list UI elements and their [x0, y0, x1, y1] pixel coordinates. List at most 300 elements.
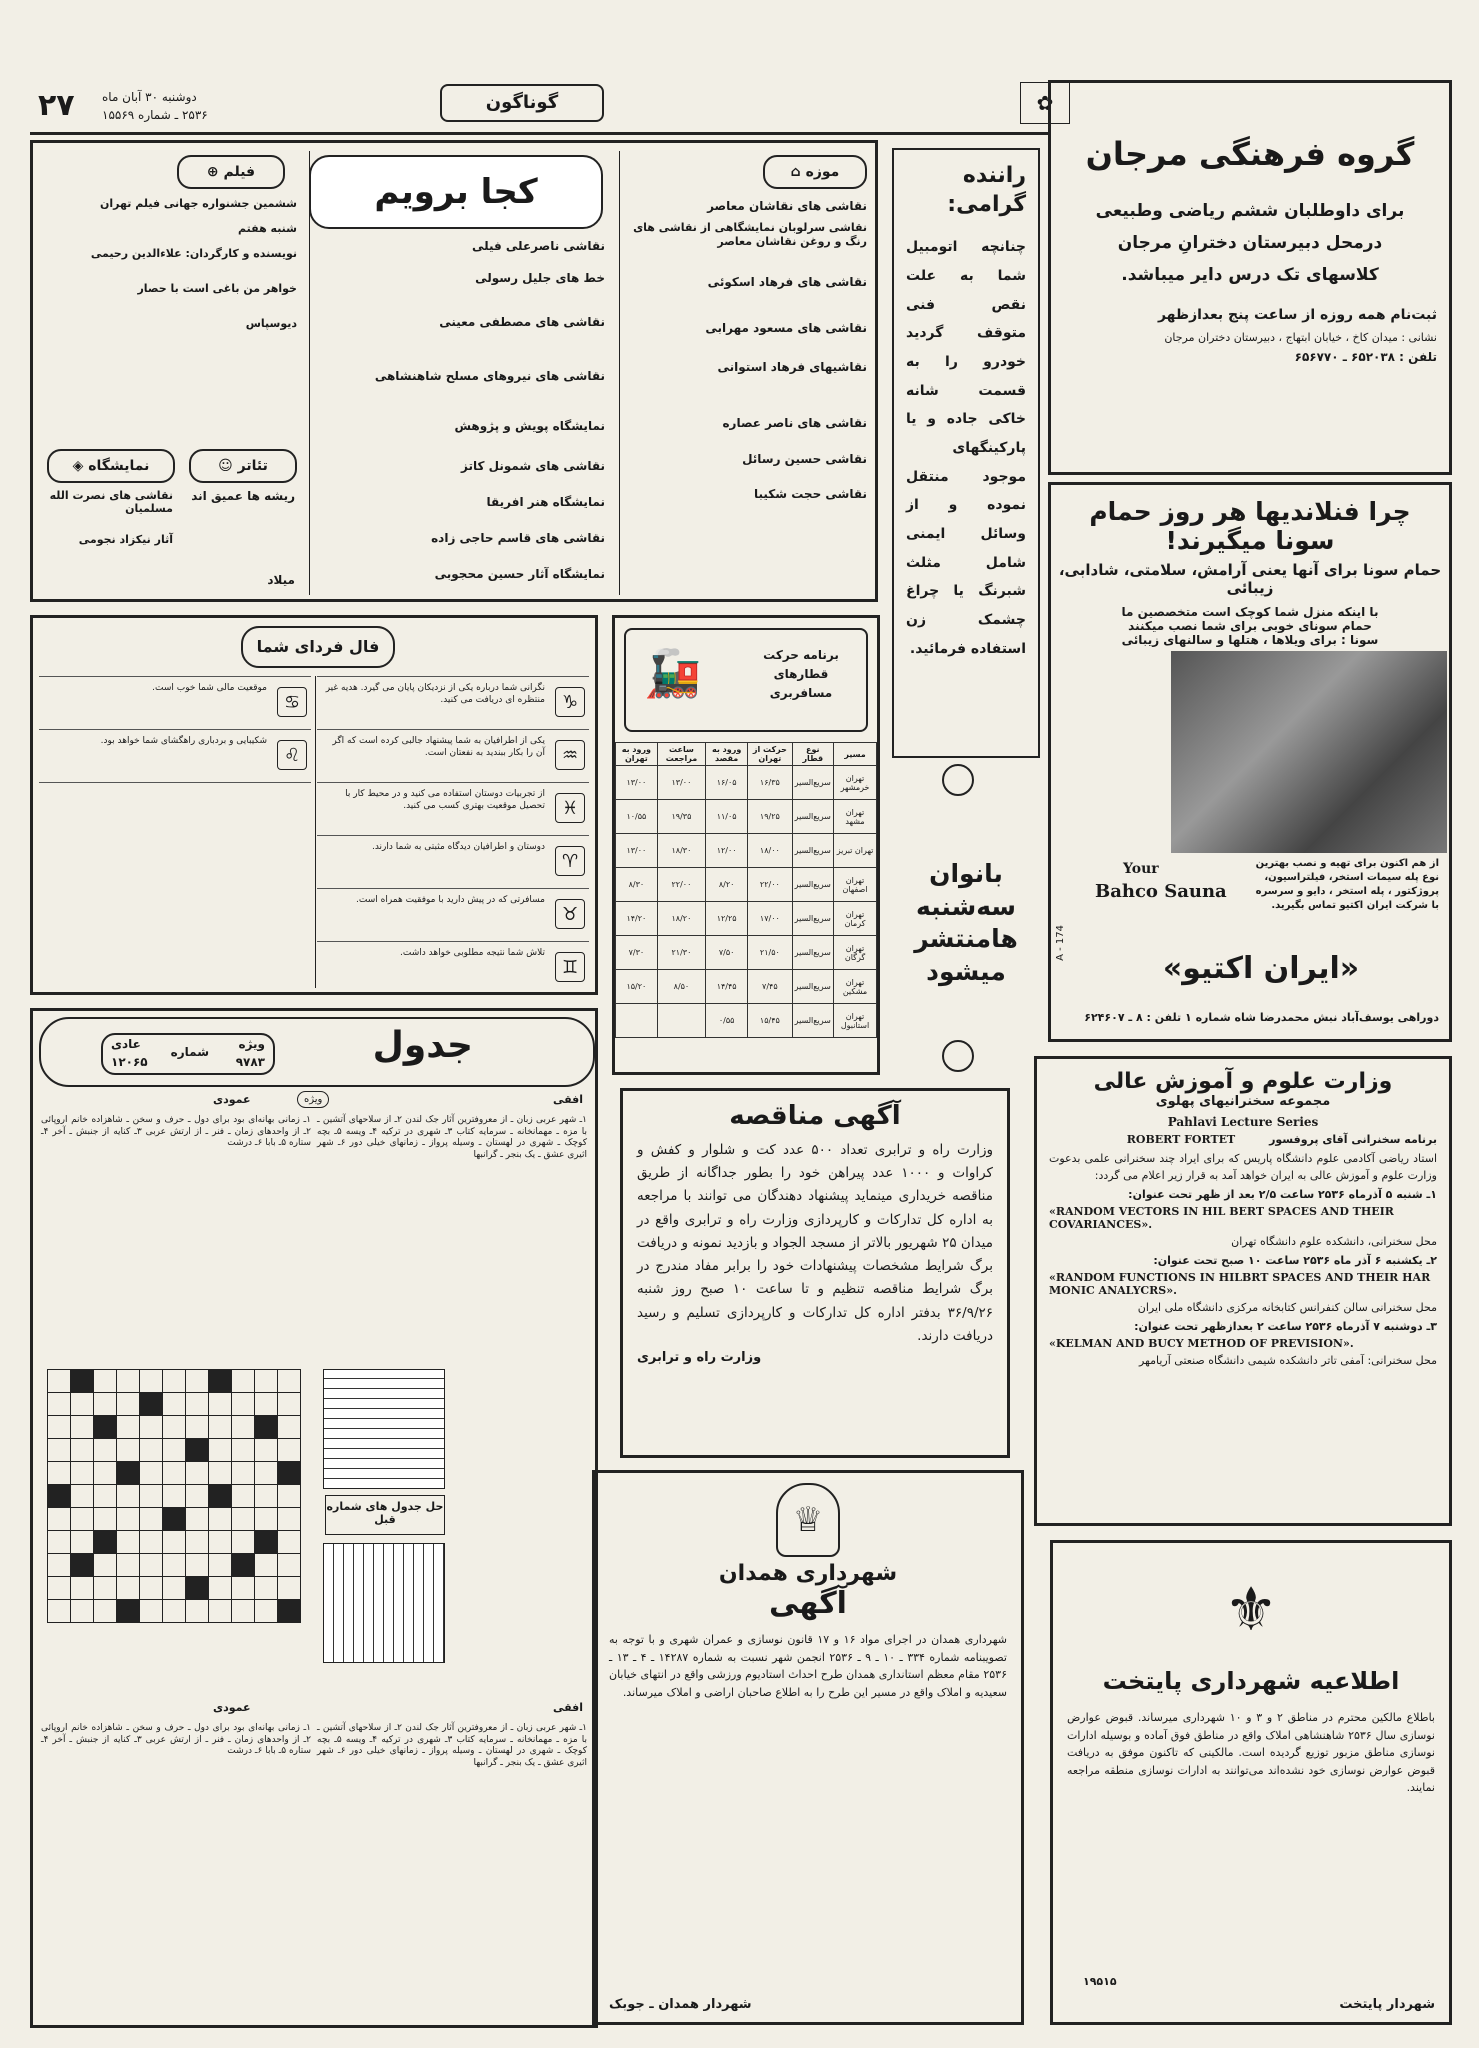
- horoscope-right-col: [317, 676, 589, 995]
- women-notice: بانوان سه‌شنبه هامنتشر میشود: [914, 859, 1018, 986]
- sauna-offer: از هم اکنون برای تهیه و نصب بهترین نوع پله سیمات استخر، فیلتراسیون، پروژکتور ، پله استخر ، دایو و سرسره با شرکت ایران اکتیو تماس بگیرید.: [1255, 858, 1439, 911]
- grid-cell[interactable]: [94, 1600, 117, 1623]
- grid-cell[interactable]: [48, 1462, 71, 1485]
- grid-cell[interactable]: [163, 1485, 186, 1508]
- grid-cell[interactable]: [71, 1600, 94, 1623]
- ministry-l1-en: «RANDOM VECTORS IN HIL BERT SPACES AND THEIR COVARIANCES».: [1049, 1205, 1394, 1232]
- grid-cell[interactable]: [71, 1462, 94, 1485]
- grid-cell[interactable]: [117, 1577, 140, 1600]
- grid-cell[interactable]: [278, 1462, 301, 1485]
- train-cell: سریع‌السیر: [792, 1004, 834, 1038]
- grid-cell[interactable]: [232, 1439, 255, 1462]
- crossword-header: [39, 1017, 595, 1087]
- grid-cell[interactable]: [140, 1370, 163, 1393]
- grid-cell[interactable]: [117, 1508, 140, 1531]
- grid-cell[interactable]: [186, 1370, 209, 1393]
- koja-divider-2: [309, 151, 310, 595]
- grid-cell[interactable]: [232, 1577, 255, 1600]
- grid-cell[interactable]: [186, 1485, 209, 1508]
- grid-cell[interactable]: [71, 1485, 94, 1508]
- col3-item: نقاشی های نصرت الله مسلمیان: [49, 489, 173, 515]
- grid-cell[interactable]: [117, 1416, 140, 1439]
- clues-vertical: ۱ـ زمانی بهانه‌ای بود برای دول ـ حرف و سخن ـ شاهزاده خانم اروپائی ۲ـ از واحدهای زمان ـ فنر ـ از ارتش عربی ۳ـ کنایه از جنبش ـ آخر ۴ـ ستاره ۵ـ بابا ۶ـ درشت: [41, 1115, 311, 1149]
- grid-cell[interactable]: [94, 1462, 117, 1485]
- grid-cell[interactable]: [255, 1600, 278, 1623]
- train-cell: ۱۹/۲۵: [748, 800, 792, 834]
- grid-cell[interactable]: [48, 1485, 71, 1508]
- ministry-program-label: برنامه سخنرانی آقای پروفسور: [1269, 1133, 1437, 1146]
- decor-circle-1: [942, 764, 974, 796]
- grid-cell[interactable]: [232, 1508, 255, 1531]
- grid-cell[interactable]: [255, 1462, 278, 1485]
- grid-cell[interactable]: [163, 1531, 186, 1554]
- grid-cell[interactable]: [209, 1531, 232, 1554]
- grid-cell[interactable]: [140, 1508, 163, 1531]
- header-bar: [30, 82, 1054, 130]
- sauna-headline: چرا فنلاندیها هر روز حمام سونا میگیرند!: [1089, 497, 1411, 555]
- grid-cell[interactable]: [186, 1577, 209, 1600]
- date-line: دوشنبه ۳۰ آبان ماه: [102, 90, 197, 104]
- marjan-address: نشانی : میدان کاخ ، خیابان ابتهاج ، دبیرستان دختران مرجان: [1164, 331, 1437, 344]
- tender-body: وزارت راه و ترابری تعداد ۵۰۰ عدد کت و شلوار و کفش و کراوات و ۱۰۰۰ عدد پیراهن خود را بطور جداگانه از طریق مناقصه خریداری مینماید پیشنهاد دهندگان می توانند با مراجعه به اداره کل تدارکات و کارپردازی وزارت راه و ترابری واقع در میدان ۲۵ شهریور بالاتر از مسجد الجواد و بازدید نمونه و دریافت برگ شرایط مشخصات پیشنهادات خود را برابر مفاد مندرج در برگ شرایط مناقصه تنظیم و تا ساعت ۱۰ صبح روز شنبه ۳۶/۹/۲۶ بدفتر اداره کل تدارکات و کارپردازی تسلیم و رسید دریافت دارند.: [637, 1142, 993, 1344]
- col3-list: [37, 195, 297, 352]
- train-cell: ۱۵/۴۵: [748, 1004, 792, 1038]
- tender-ad: [620, 1088, 1010, 1458]
- train-cell: ۱۱/۰۵: [706, 800, 748, 834]
- sauna-line-3: سونا : برای ویلاها ، هتلها و سالنهای زیبائی: [1121, 633, 1379, 647]
- col-header: ورود به مقصد: [706, 743, 748, 766]
- grid-cell[interactable]: [48, 1508, 71, 1531]
- grid-cell[interactable]: [278, 1554, 301, 1577]
- grid-cell[interactable]: [209, 1393, 232, 1416]
- grid-cell[interactable]: [117, 1554, 140, 1577]
- zodiac-icon: ♈: [555, 846, 585, 876]
- clues-vertical-2: ۱ـ زمانی بهانه‌ای بود برای دول ـ حرف و سخن ـ شاهزاده خانم اروپائی ۲ـ از واحدهای زمان ـ فنر ـ از ارتش عربی ۳ـ کنایه از جنبش ـ آخر ۴ـ ستاره ۵ـ بابا ۶ـ درشت: [41, 1723, 311, 1757]
- theater-label: تئاتر: [237, 458, 268, 474]
- train-table: [615, 742, 877, 1038]
- col1-item: نقاشی های نقاشان معاصر: [707, 199, 867, 213]
- sauna-address: دوراهی یوسف‌آباد نبش محمدرضا شاه شماره ۱ تلفن : ۸ ـ ۶۲۴۶۰۷: [1084, 1011, 1439, 1024]
- train-row: [616, 800, 877, 834]
- theater-badge: [189, 449, 297, 483]
- train-cell: تهران تبریز: [834, 834, 877, 868]
- zodiac-row: [317, 942, 589, 995]
- sauna-ad: [1048, 482, 1452, 1042]
- grid-cell[interactable]: [140, 1439, 163, 1462]
- hamedan-title: شهرداری همدان: [718, 1561, 898, 1586]
- grid-cell[interactable]: [163, 1508, 186, 1531]
- train-cell: ۱۳/۰۰: [616, 834, 658, 868]
- grid-cell[interactable]: [209, 1485, 232, 1508]
- train-cell: ۱۳/۰۰: [616, 766, 658, 800]
- train-schedule: [612, 615, 880, 1075]
- grid-row: [48, 1577, 301, 1600]
- col2-list: [325, 235, 605, 585]
- train-row: [616, 766, 877, 800]
- col-header: مسیر: [834, 743, 877, 766]
- horoscope-left-col: [39, 676, 311, 783]
- col3-item: ششمین جشنواره جهانی فیلم تهران: [100, 197, 297, 210]
- grid-cell[interactable]: [71, 1554, 94, 1577]
- zodiac-row: [39, 730, 311, 783]
- grid-cell[interactable]: [140, 1577, 163, 1600]
- crossword-grid-wrap: [47, 1369, 301, 1623]
- train-cell: سریع‌السیر: [792, 936, 834, 970]
- section-title: گوناگون: [440, 84, 604, 122]
- grid-cell[interactable]: [117, 1600, 140, 1623]
- exhibit-icon: ◈: [72, 458, 84, 474]
- col3-item: ریشه ها عمیق اند: [191, 489, 295, 503]
- sauna-sub: حمام سونا برای آنها یعنی آرامش، سلامتی، شادابی، زیبائی: [1058, 561, 1442, 597]
- clues-horizontal: ۱ـ شهر عربی زبان ـ از معروفترین آثار جک لندن ۲ـ از سلاحهای آتشین ـ با مزه ـ مهمانخانه ـ سرمایه کتاب ۳ـ شهری در ترکیه ۴ـ ویسه ۵ـ بچه کوچک ـ شهری در لهستان ـ وسیله پرواز ـ زمانهای خیلی دور ۶ـ شهر اثیری عشق ـ یک بنجر ـ گرانبها: [317, 1115, 588, 1161]
- driver-body: چنانچه اتومبیل شما به علت نقص فنی متوقف گردید خودرو را به قسمت شانه خاکی جاده و یا پارکینگهای موجود منتقل نموده و از وسائل ایمنی شامل مثلث شبرنگ یا چراغ چشمک زن استفاده فرمائید.: [906, 239, 1026, 657]
- crossword-grid[interactable]: [47, 1369, 301, 1623]
- capital-title: اطلاعیه شهرداری پایتخت: [1102, 1667, 1400, 1695]
- col2-item: نقاشی های قاسم حاجی زاده: [431, 531, 605, 545]
- zodiac-row: [39, 677, 311, 730]
- sauna-company: «ایران اکتیو»: [1162, 951, 1360, 986]
- train-cell: [616, 1004, 658, 1038]
- grid-cell[interactable]: [278, 1577, 301, 1600]
- zodiac-text: نگرانی شما درباره یکی از نزدیکان پایان می گیرد. هدیه غیر منتظره ای دریافت می کنید.: [325, 683, 545, 705]
- grid-row: [48, 1393, 301, 1416]
- grid-cell[interactable]: [186, 1554, 209, 1577]
- grid-cell[interactable]: [48, 1600, 71, 1623]
- col1-item: نقاشیهای فرهاد استوانی: [717, 360, 867, 375]
- train-cell: ۱۷/۰۰: [748, 902, 792, 936]
- hamedan-body: شهرداری همدان در اجرای مواد ۱۶ و ۱۷ قانون نوسازی و عمران شهری و با توجه به تصویبنامه شماره ۳۳۴ ـ ۱۰ ـ ۹ ـ ۲۵۳۶ انجمن شهر نسبت به شماره ۱۴۲۸۷ ـ ۴ ـ ۱۳ ـ ۲۵۳۶ مقام معظم استانداری همدان طرح احداث استادیوم ورزشی واقع در انتهای خیابان سعیدیه و املاک واقع در مسیر این طرح را به اطلاع صاحبان اراضی و املاک میرساند.: [609, 1633, 1008, 1699]
- grid-cell[interactable]: [48, 1554, 71, 1577]
- grid-cell[interactable]: [94, 1439, 117, 1462]
- grid-cell[interactable]: [71, 1416, 94, 1439]
- grid-cell[interactable]: [255, 1370, 278, 1393]
- ministry-l3-place: محل سخنرانی: آمفی تاتر دانشکده شیمی دانشگاه صنعتی آریامهر: [1138, 1354, 1437, 1368]
- train-row: [616, 868, 877, 902]
- grid-cell[interactable]: [140, 1393, 163, 1416]
- grid-cell[interactable]: [186, 1508, 209, 1531]
- crossword-badge: [101, 1033, 275, 1075]
- train-row: [616, 936, 877, 970]
- grid-cell[interactable]: [71, 1531, 94, 1554]
- train-cell: سریع‌السیر: [792, 868, 834, 902]
- grid-cell[interactable]: [117, 1393, 140, 1416]
- koja-beravim-section: [30, 140, 878, 602]
- grid-cell[interactable]: [209, 1416, 232, 1439]
- zodiac-icon: ♌: [277, 740, 307, 770]
- grid-cell[interactable]: [71, 1439, 94, 1462]
- grid-cell[interactable]: [117, 1531, 140, 1554]
- train-cell: سریع‌السیر: [792, 970, 834, 1004]
- ministry-l3: ۳ـ دوشنبه ۷ آذرماه ۲۵۳۶ ساعت ۲ بعدازظهر تحت عنوان:: [1134, 1320, 1437, 1334]
- koja-title-box: [309, 155, 603, 229]
- sauna-line-1: با اینکه منزل شما کوچک است متخصصین ما: [1121, 605, 1379, 619]
- grid-row: [48, 1600, 301, 1623]
- grid-cell[interactable]: [117, 1462, 140, 1485]
- grid-cell[interactable]: [186, 1393, 209, 1416]
- zodiac-text: مسافرتی که در پیش دارید با موفقیت همراه است.: [356, 895, 545, 905]
- grid-cell[interactable]: [209, 1554, 232, 1577]
- horoscope-title-box: [241, 626, 395, 668]
- grid-cell[interactable]: [255, 1577, 278, 1600]
- grid-cell[interactable]: [94, 1554, 117, 1577]
- driver-notice: [892, 148, 1040, 758]
- grid-cell[interactable]: [255, 1554, 278, 1577]
- grid-cell[interactable]: [209, 1462, 232, 1485]
- grid-cell[interactable]: [48, 1531, 71, 1554]
- grid-cell[interactable]: [255, 1531, 278, 1554]
- train-cell: تهران کرمان: [834, 902, 877, 936]
- grid-cell[interactable]: [278, 1393, 301, 1416]
- grid-cell[interactable]: [140, 1554, 163, 1577]
- ministry-l2: ۲ـ یکشنبه ۶ آذر ماه ۲۵۳۶ ساعت ۱۰ صبح تحت عنوان:: [1153, 1254, 1437, 1268]
- koja-title: کجا برویم: [374, 172, 538, 212]
- col1-item: نقاشی های مسعود مهرابی: [705, 320, 867, 335]
- label-special: ویژه: [297, 1091, 329, 1108]
- grid-cell[interactable]: [94, 1508, 117, 1531]
- train-cell: ۲۲/۰۰: [748, 868, 792, 902]
- train-cell: ۷/۵۰: [706, 936, 748, 970]
- grid-cell[interactable]: [232, 1600, 255, 1623]
- train-cell: ۸/۵۰: [657, 970, 705, 1004]
- grid-cell[interactable]: [255, 1416, 278, 1439]
- grid-cell[interactable]: [71, 1508, 94, 1531]
- marjan-ad: [1048, 80, 1452, 475]
- sauna-line-2: حمام سونای خوبی برای شما نصب میکنند: [1128, 619, 1372, 633]
- col2-item: خط های جلیل رسولی: [475, 271, 605, 285]
- grid-cell[interactable]: [71, 1370, 94, 1393]
- page-number: ۲۷: [38, 88, 75, 123]
- col1-item: نقاشی سرلوبان نمایشگاهی از نقاشی های رنگ و روغن نقاشان معاصر: [633, 220, 867, 248]
- grid-cell[interactable]: [163, 1554, 186, 1577]
- grid-cell[interactable]: [140, 1462, 163, 1485]
- zodiac-row: [317, 783, 589, 836]
- ministry-l1: ۱ـ شنبه ۵ آذرماه ۲۵۳۶ ساعت ۲/۵ بعد از ظهر تحت عنوان:: [1128, 1188, 1437, 1202]
- marjan-line-3: کلاسهای تک درس دایر میباشد.: [1121, 265, 1379, 285]
- train-banner: [624, 628, 868, 732]
- grid-cell[interactable]: [209, 1577, 232, 1600]
- marjan-title: گروه فرهنگی مرجان: [1085, 135, 1415, 173]
- grid-cell[interactable]: [163, 1370, 186, 1393]
- grid-cell[interactable]: [209, 1439, 232, 1462]
- label-horizontal-1: افقی: [552, 1093, 583, 1106]
- solution-label: حل جدول های شماره قبل: [325, 1495, 445, 1535]
- zodiac-row: [317, 836, 589, 889]
- grid-cell[interactable]: [209, 1600, 232, 1623]
- grid-cell[interactable]: [163, 1439, 186, 1462]
- clues-horizontal-2: ۱ـ شهر عربی زبان ـ از معروفترین آثار جک لندن ۲ـ از سلاحهای آتشین ـ با مزه ـ مهمانخانه ـ سرمایه کتاب ۳ـ شهری در ترکیه ۴ـ ویسه ۵ـ بچه کوچک ـ شهری در لهستان ـ وسیله پرواز ـ زمانهای خیلی دور ۶ـ شهر اثیری عشق ـ یک بنجر ـ گرانبها: [317, 1723, 588, 1769]
- film-label: فیلم: [223, 164, 256, 180]
- grid-cell[interactable]: [232, 1416, 255, 1439]
- solution-grid-1: [323, 1369, 445, 1489]
- grid-cell[interactable]: [140, 1416, 163, 1439]
- grid-cell[interactable]: [278, 1485, 301, 1508]
- train-row: [616, 970, 877, 1004]
- ministry-professor: ROBERT FORTET: [1126, 1133, 1236, 1146]
- grid-cell[interactable]: [140, 1485, 163, 1508]
- ministry-l2-place: محل سخنرانی سالن کنفرانس کتابخانه مرکزی دانشگاه ملی ایران: [1137, 1301, 1437, 1315]
- horoscope-title: فال فردای شما: [256, 637, 380, 656]
- zodiac-text: تلاش شما نتیجه مطلوبی خواهد داشت.: [400, 948, 545, 958]
- grid-cell[interactable]: [255, 1485, 278, 1508]
- label-horizontal-2: افقی: [552, 1701, 583, 1714]
- grid-cell[interactable]: [163, 1600, 186, 1623]
- train-cell: ۲۱/۳۰: [657, 936, 705, 970]
- train-cell: ۱۶/۰۵: [706, 766, 748, 800]
- grid-cell[interactable]: [94, 1485, 117, 1508]
- grid-row: [48, 1485, 301, 1508]
- grid-row: [48, 1531, 301, 1554]
- grid-cell[interactable]: [94, 1370, 117, 1393]
- train-cell: تهران خرمشهر: [834, 766, 877, 800]
- grid-cell[interactable]: [48, 1416, 71, 1439]
- grid-cell[interactable]: [140, 1531, 163, 1554]
- marjan-register: ثبت‌نام همه روزه از ساعت پنج بعدازظهر: [1157, 307, 1437, 323]
- col2-item: نمایشگاه پویش و پژوهش: [454, 419, 605, 433]
- driver-title: راننده گرامی:: [947, 163, 1026, 217]
- train-row: [616, 1004, 877, 1038]
- grid-cell[interactable]: [163, 1416, 186, 1439]
- film-badge: [177, 155, 285, 189]
- col3-item: آثار نیکزاد نجومی: [78, 533, 173, 546]
- crossword-section: [30, 1008, 598, 2028]
- zodiac-icon: ♉: [555, 899, 585, 929]
- label-vertical-2: عمودی: [213, 1701, 251, 1714]
- grid-cell[interactable]: [117, 1485, 140, 1508]
- train-cell: ۱۳/۰۰: [657, 766, 705, 800]
- col1-list: [627, 193, 867, 509]
- ministry-ad: [1034, 1056, 1452, 1526]
- grid-cell[interactable]: [209, 1370, 232, 1393]
- grid-cell[interactable]: [186, 1462, 209, 1485]
- grid-cell[interactable]: [163, 1393, 186, 1416]
- grid-cell[interactable]: [232, 1393, 255, 1416]
- train-cell: ۱۸/۲۰: [657, 902, 705, 936]
- col2-item: نقاشی های مصطفی معینی: [439, 315, 605, 329]
- grid-cell[interactable]: [255, 1508, 278, 1531]
- grid-cell[interactable]: [278, 1531, 301, 1554]
- col-header: ساعت مراجعت: [657, 743, 705, 766]
- zodiac-icon: ♓: [555, 793, 585, 823]
- grid-cell[interactable]: [186, 1439, 209, 1462]
- grid-cell[interactable]: [117, 1439, 140, 1462]
- grid-cell[interactable]: [232, 1531, 255, 1554]
- grid-cell[interactable]: [48, 1370, 71, 1393]
- grid-cell[interactable]: [209, 1508, 232, 1531]
- grid-row: [48, 1370, 301, 1393]
- grid-cell[interactable]: [186, 1600, 209, 1623]
- col2-item: نقاشی ناصرعلی فیلی: [471, 239, 605, 253]
- grid-cell[interactable]: [186, 1531, 209, 1554]
- train-cell: [657, 1004, 705, 1038]
- hamedan-emblem: ♕: [776, 1483, 840, 1557]
- col3-item: دیوسپاس: [245, 317, 297, 330]
- grid-row: [48, 1508, 301, 1531]
- grid-cell[interactable]: [186, 1416, 209, 1439]
- train-cell: سریع‌السیر: [792, 766, 834, 800]
- grid-cell[interactable]: [94, 1393, 117, 1416]
- train-cell: سریع‌السیر: [792, 902, 834, 936]
- train-cell: ۱۹/۳۵: [657, 800, 705, 834]
- grid-cell[interactable]: [48, 1393, 71, 1416]
- train-cell: سریع‌السیر: [792, 834, 834, 868]
- crossword-title: جدول: [372, 1025, 473, 1066]
- hamedan-sub: آگهی: [769, 1586, 847, 1621]
- zodiac-row: [317, 677, 589, 730]
- film-reel-icon: ⊕: [206, 164, 219, 180]
- col3-item: شنبه هفتم: [238, 222, 297, 235]
- grid-cell[interactable]: [278, 1370, 301, 1393]
- hamedan-ad: [592, 1470, 1024, 2025]
- col2-item: نقاشی های شمونل کاتز: [461, 459, 605, 473]
- ministry-l3-en: «KELMAN AND BUCY METHOD OF PREVISION».: [1049, 1337, 1354, 1351]
- exhibit-label: نمایشگاه: [88, 458, 150, 474]
- grid-cell[interactable]: [278, 1508, 301, 1531]
- section-logo: ✿: [1020, 82, 1070, 124]
- decor-circle-2: [942, 1040, 974, 1072]
- grid-cell[interactable]: [71, 1577, 94, 1600]
- grid-cell[interactable]: [278, 1416, 301, 1439]
- col1-item: نقاشی های فرهاد اسکوئی: [707, 275, 867, 290]
- col1-item: نقاشی حجت شکیبا: [753, 487, 867, 502]
- grid-cell[interactable]: [255, 1439, 278, 1462]
- grid-cell[interactable]: [48, 1577, 71, 1600]
- capital-code: ۱۹۵۱۵: [1083, 1975, 1117, 1988]
- grid-cell[interactable]: [94, 1577, 117, 1600]
- grid-cell[interactable]: [71, 1393, 94, 1416]
- grid-cell[interactable]: [140, 1600, 163, 1623]
- marjan-phone: تلفن : ۶۵۲۰۳۸ ـ ۶۵۶۷۷۰: [1294, 350, 1437, 364]
- grid-cell[interactable]: [232, 1485, 255, 1508]
- grid-row: [48, 1416, 301, 1439]
- train-cell: ۸/۳۰: [616, 868, 658, 902]
- train-cell: ۱۲/۰۰: [706, 834, 748, 868]
- train-icon: 🚂: [644, 646, 702, 700]
- grid-cell[interactable]: [232, 1462, 255, 1485]
- train-cell: تهران گرگان: [834, 936, 877, 970]
- grid-cell[interactable]: [48, 1439, 71, 1462]
- marjan-line-2: درمحل دبیرستان دخترانِ مرجان: [1117, 233, 1383, 253]
- grid-cell[interactable]: [117, 1370, 140, 1393]
- grid-cell[interactable]: [255, 1393, 278, 1416]
- zodiac-icon: ♒: [555, 740, 585, 770]
- grid-cell[interactable]: [232, 1554, 255, 1577]
- train-title: برنامه حرکت قطارهای مسافربری: [763, 648, 839, 701]
- capital-body: باطلاع مالکین محترم در مناطق ۲ و ۳ و ۱۰ شهرداری میرساند. قبوض عوارض نوسازی سال ۲۵۳۶ شاهنشاهی املاک واقع در مناطق فوق آماده و بوسیله ادارات نوسازی مناطق مزبور توزیع گردیده است. مالکینی که تاکنون موفق به دریافت قبوض عوارض نوسازی خود نشده‌اند می‌توانند به ادارات نوسازی منطقه مراجعه نمایند.: [1067, 1711, 1435, 1795]
- num-special: ۹۷۸۳: [235, 1055, 265, 1069]
- zodiac-text: دوستان و اطرافیان دیدگاه مثبتی به شما دارند.: [371, 842, 545, 852]
- grid-cell[interactable]: [278, 1600, 301, 1623]
- tender-signer: وزارت راه و ترابری: [637, 1349, 762, 1365]
- grid-cell[interactable]: [278, 1439, 301, 1462]
- hamedan-signer: شهردار همدان ـ جوبک: [609, 1997, 752, 2012]
- grid-cell[interactable]: [163, 1577, 186, 1600]
- theater-mask-icon: ☺: [218, 458, 233, 474]
- train-cell: ۰/۵۵: [706, 1004, 748, 1038]
- capital-emblem: ⚜: [1224, 1575, 1278, 1645]
- grid-cell[interactable]: [94, 1531, 117, 1554]
- col2-item: نمایشگاه آثار حسین محجوبی: [434, 567, 605, 581]
- grid-cell[interactable]: [94, 1416, 117, 1439]
- col2-item: نمایشگاه هنر افریقا: [486, 495, 605, 509]
- ministry-l1-place: محل سخنرانی، دانشکده علوم دانشگاه تهران: [1231, 1235, 1437, 1249]
- ministry-title: وزارت علوم و آموزش عالی: [1093, 1069, 1393, 1094]
- train-cell: ۱۴/۴۵: [706, 970, 748, 1004]
- zodiac-text: یکی از اطرافیان به شما پیشنهاد جالبی کرده است که اگر آن را بکار ببندید به نفعتان است.: [332, 736, 545, 758]
- train-cell: تهران اصفهان: [834, 868, 877, 902]
- grid-cell[interactable]: [232, 1370, 255, 1393]
- grid-cell[interactable]: [163, 1462, 186, 1485]
- ministry-l2-en: «RANDOM FUNCTIONS IN HILBRT SPACES AND THEIR HAR MONIC ANALYCRS».: [1049, 1271, 1431, 1298]
